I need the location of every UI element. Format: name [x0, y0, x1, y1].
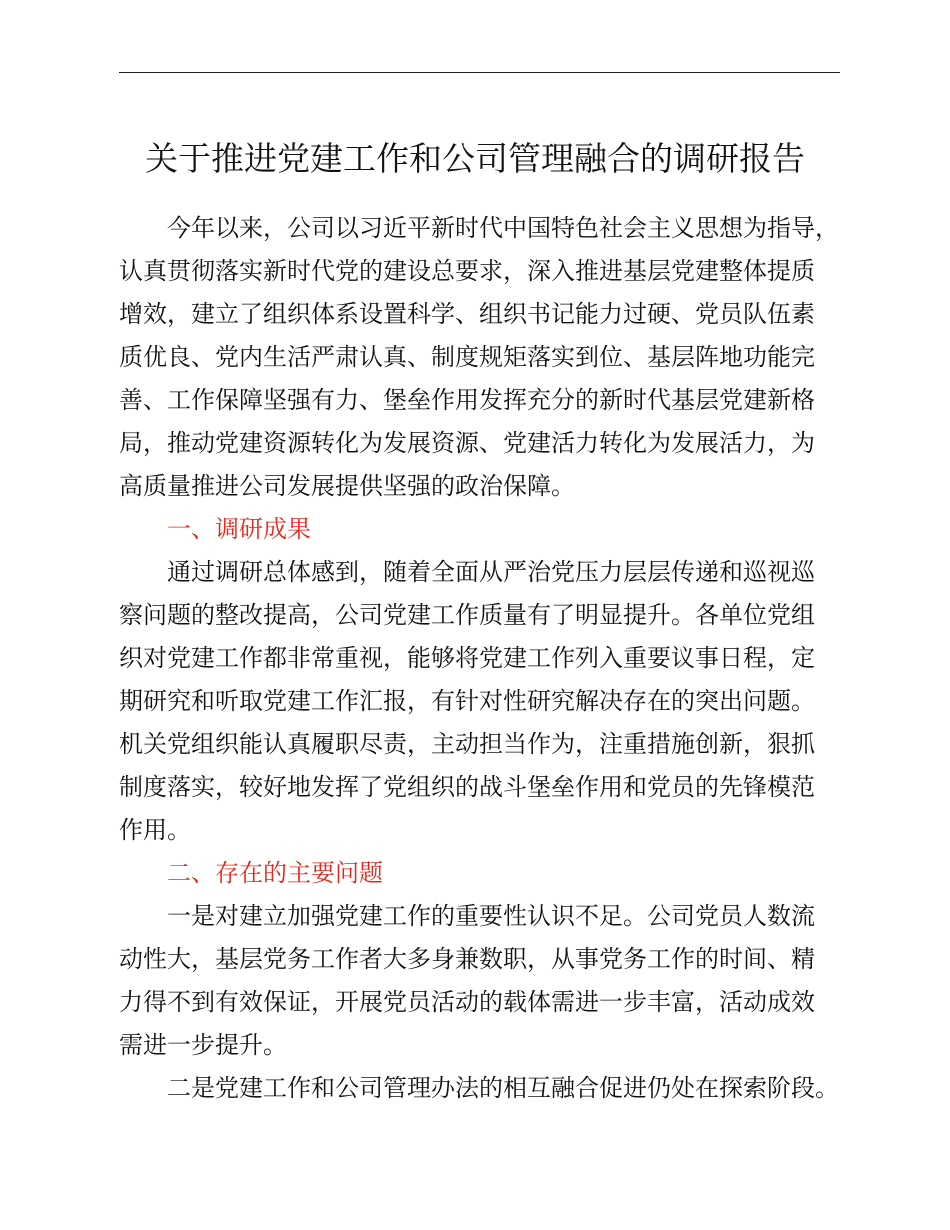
- section-heading-problems: 二、存在的主要问题: [167, 859, 383, 887]
- section1-line: 期研究和听取党建工作汇报，有针对性研究解决存在的突出问题。: [119, 687, 815, 715]
- intro-line: 局，推动党建资源转化为发展资源、党建活力转化为发展活力，为: [119, 429, 815, 457]
- section1-line: 察问题的整改提高，公司党建工作质量有了明显提升。各单位党组: [119, 601, 815, 629]
- intro-line: 今年以来，公司以习近平新时代中国特色社会主义思想为指导，: [167, 214, 839, 242]
- section1-line: 作用。: [119, 816, 191, 844]
- document-title: 关于推进党建工作和公司管理融合的调研报告: [145, 139, 805, 178]
- section1-line: 制度落实，较好地发挥了党组织的战斗堡垒作用和党员的先锋模范: [119, 773, 815, 801]
- intro-line: 善、工作保障坚强有力、堡垒作用发挥充分的新时代基层党建新格: [119, 386, 815, 414]
- section2-para2-line: 二是党建工作和公司管理办法的相互融合促进仍处在探索阶段。: [167, 1074, 839, 1102]
- section2-para1-line: 力得不到有效保证，开展党员活动的载体需进一步丰富，活动成效: [119, 988, 815, 1016]
- section1-line: 机关党组织能认真履职尽责，主动担当作为，注重措施创新，狠抓: [119, 730, 815, 758]
- section-heading-results: 一、调研成果: [167, 515, 311, 543]
- header-rule: [119, 72, 840, 73]
- intro-line: 质优良、党内生活严肃认真、制度规矩落实到位、基层阵地功能完: [119, 343, 815, 371]
- section1-line: 织对党建工作都非常重视，能够将党建工作列入重要议事日程，定: [119, 644, 815, 672]
- intro-line: 高质量推进公司发展提供坚强的政治保障。: [119, 472, 575, 500]
- intro-line: 认真贯彻落实新时代党的建设总要求，深入推进基层党建整体提质: [119, 257, 815, 285]
- section2-para1-line: 一是对建立加强党建工作的重要性认识不足。公司党员人数流: [167, 902, 815, 930]
- section2-para1-line: 需进一步提升。: [119, 1031, 287, 1059]
- section1-line: 通过调研总体感到，随着全面从严治党压力层层传递和巡视巡: [167, 558, 815, 586]
- section2-para1-line: 动性大，基层党务工作者大多身兼数职，从事党务工作的时间、精: [119, 945, 815, 973]
- intro-line: 增效，建立了组织体系设置科学、组织书记能力过硬、党员队伍素: [119, 300, 815, 328]
